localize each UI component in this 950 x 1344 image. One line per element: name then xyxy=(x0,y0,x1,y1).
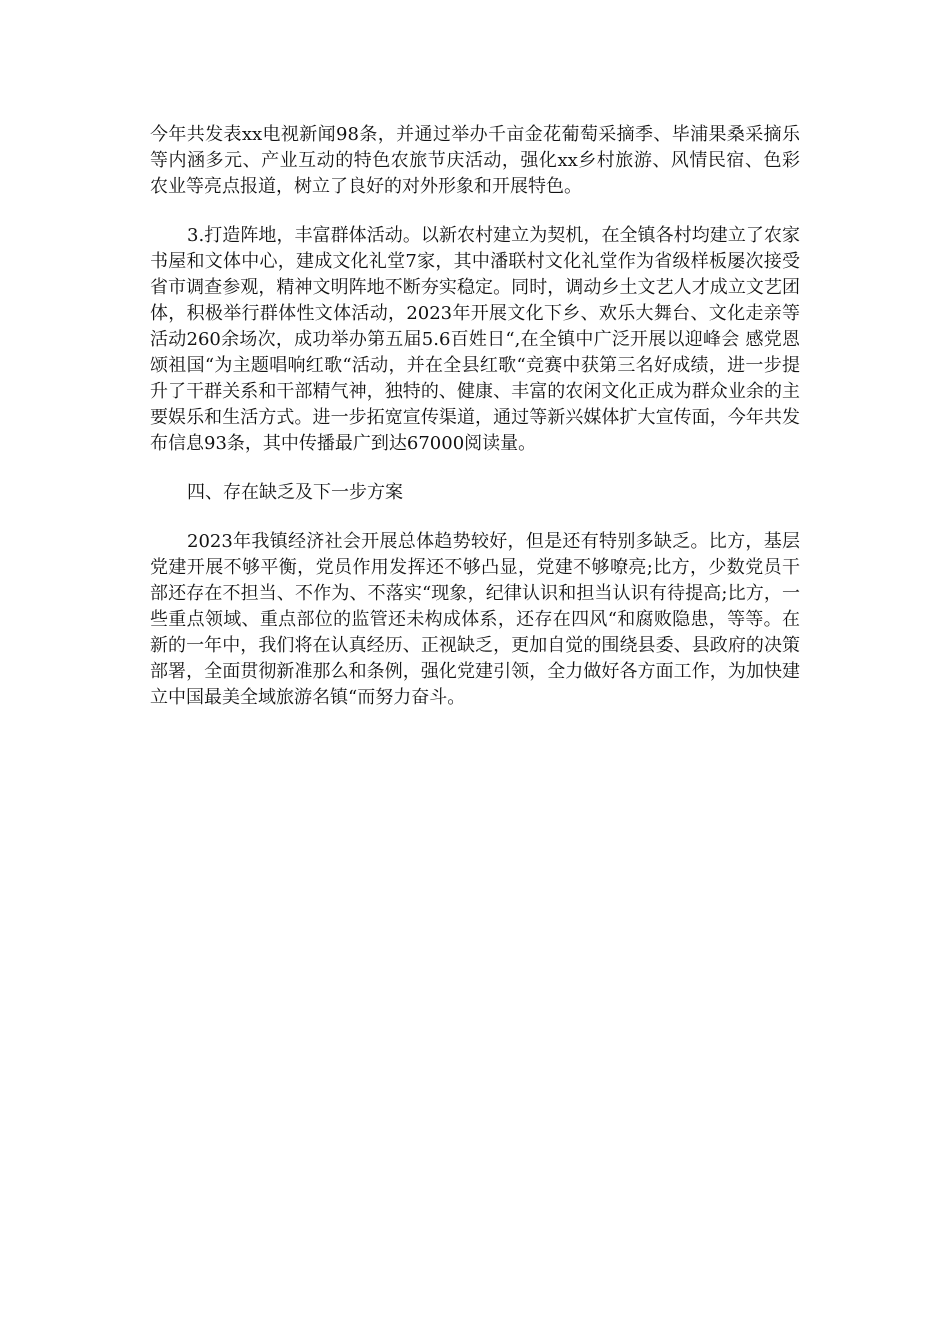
paragraph-next-steps: 2023年我镇经济社会开展总体趋势较好，但是还有特别多缺乏。比方，基层党建开展不够平衡，党员作用发挥还不够凸显，党建不够嘹亮;比方，少数党员干部还存在不担当、不作为、不落实“现象，纪律认识和担当认识有待提高;比方，一些重点领域、重点部位的监管还未构成体系，还存在四风“和腐败隐患，等等。在新的一年中，我们将在认真经历、正视缺乏，更加自觉的围绕县委、县政府的决策部署，全面贯彻新准那么和条例，强化党建引领，全力做好各方面工作，为加快建立中国最美全域旅游名镇“而努力奋斗。 xyxy=(150,531,800,708)
paragraph-media-coverage: 今年共发表xx电视新闻98条，并通过举办千亩金花葡萄采摘季、毕浦果桑采摘乐等内涵多元、产业互动的特色农旅节庆活动，强化xx乡村旅游、风情民宿、色彩农业等亮点报道，树立了良好的对外形象和开展特色。 xyxy=(150,124,800,197)
document-body xyxy=(150,122,800,711)
paragraph-cultural-activities: 3.打造阵地，丰富群体活动。以新农村建立为契机，在全镇各村均建立了农家书屋和文体中心，建成文化礼堂7家，其中潘联村文化礼堂作为省级样板屡次接受省市调查参观，精神文明阵地不断夯实稳定。同时，调动乡土文艺人才成立文艺团体，积极举行群体性文体活动，2023年开展文化下乡、欢乐大舞台、文化走亲等活动260余场次，成功举办第五届5.6百姓日“,在全镇中广泛开展以迎峰会 感党恩 颂祖国“为主题唱响红歌“活动，并在全县红歌“竞赛中获第三名好成绩，进一步提升了干群关系和干部精气神，独特的、健康、丰富的农闲文化正成为群众业余的主要娱乐和生活方式。进一步拓宽宣传渠道，通过等新兴媒体扩大宣传面，今年共发布信息93条，其中传播最广到达67000阅读量。 xyxy=(150,225,800,454)
section-heading-shortcomings: 四、存在缺乏及下一步方案 xyxy=(187,482,403,503)
